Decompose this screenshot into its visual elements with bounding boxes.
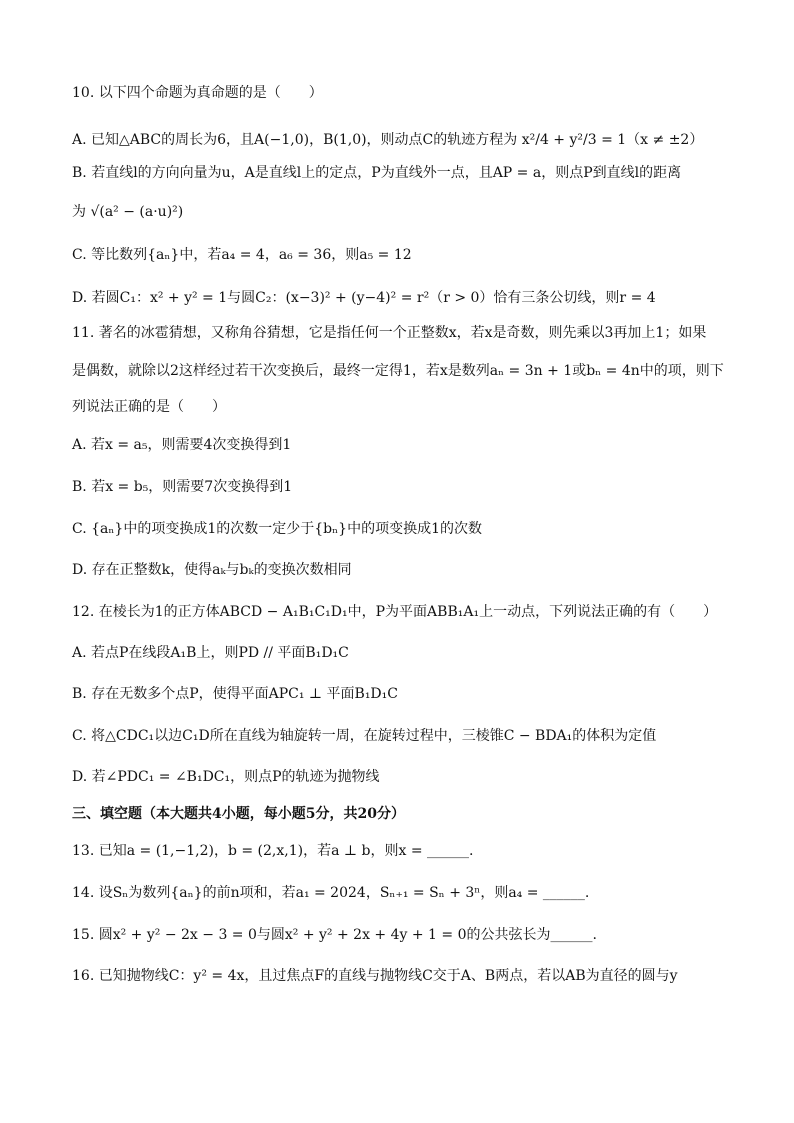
text-line-q14: 14. 设Sₙ为数列{aₙ}的前n项和，若a₁ = 2024，Sₙ₊₁ = Sₙ + 3ⁿ，则a₄ = ______. [72, 885, 590, 901]
text-line-q10-stem: 10. 以下四个命题为真命题的是（ ） [72, 85, 323, 101]
text-line-q11-b: B. 若x = b₅，则需要7次变换得到1 [72, 479, 293, 495]
text-line-q11-c: C. {aₙ}中的项变换成1的次数一定少于{bₙ}中的项变换成1的次数 [72, 521, 482, 537]
text-line-q12-d: D. 若∠PDC₁ = ∠B₁DC₁，则点P的轨迹为抛物线 [72, 769, 380, 785]
text-line-q11-d: D. 存在正整数k，使得aₖ与bₖ的变换次数相同 [72, 562, 352, 578]
text-line-q12-a: A. 若点P在线段A₁B上，则PD // 平面B₁D₁C [72, 645, 349, 661]
text-line-q10-b1: B. 若直线l的方向向量为u，A是直线l上的定点，P为直线外一点，且AP = a，则点P到直线l的距离 [72, 165, 682, 181]
text-line-q11-1: 11. 著名的冰雹猜想，又称角谷猜想，它是指任何一个正整数x，若x是奇数，则先乘以3再加上1；如果 [72, 325, 707, 341]
text-line-q11-2: 是偶数，就除以2这样经过若干次变换后，最终一定得1，若x是数列aₙ = 3n + 1或bₙ = 4n中的项，则下 [72, 363, 724, 379]
text-line-q15: 15. 圆x² + y² − 2x − 3 = 0与圆x² + y² + 2x + 4y + 1 = 0的公共弦长为______. [72, 927, 597, 943]
text-line-q12-stem: 12. 在棱长为1的正方体ABCD − A₁B₁C₁D₁中，P为平面ABB₁A₁上一动点，下列说法正确的有（ ） [72, 604, 718, 620]
text-line-q12-b: B. 存在无数多个点P，使得平面APC₁ ⊥ 平面B₁D₁C [72, 686, 398, 702]
text-line-q10-b2: 为 √(a² − (a·u)²) [72, 204, 184, 220]
text-line-q13: 13. 已知a = (1,−1,2)，b = (2,x,1)，若a ⊥ b，则x = ______. [72, 843, 474, 859]
text-line-q10-d: D. 若圆C₁：x² + y² = 1与圆C₂：(x−3)² + (y−4)² = r²（r > 0）恰有三条公切线，则r = 4 [72, 290, 656, 306]
text-line-q10-c: C. 等比数列{aₙ}中，若a₄ = 4，a₆ = 36，则a₅ = 12 [72, 247, 412, 263]
text-line-q12-c: C. 将△CDC₁以边C₁D所在直线为轴旋转一周，在旋转过程中，三棱锥C − BDA₁的体积为定值 [72, 728, 657, 744]
text-line-q11-3: 列说法正确的是（ ） [72, 399, 226, 415]
text-line-q11-a: A. 若x = a₅，则需要4次变换得到1 [72, 437, 292, 453]
text-line-sec3: 三、填空题（本大题共4小题，每小题5分，共20分） [72, 806, 405, 822]
text-line-q16: 16. 已知抛物线C：y² = 4x，且过焦点F的直线与抛物线C交于A、B两点，若以AB为直径的圆与y [72, 968, 678, 984]
text-line-q10-a: A. 已知△ABC的周长为6，且A(−1,0)，B(1,0)，则动点C的轨迹方程为 x²/4 + y²/3 = 1（x ≠ ±2） [72, 132, 704, 148]
